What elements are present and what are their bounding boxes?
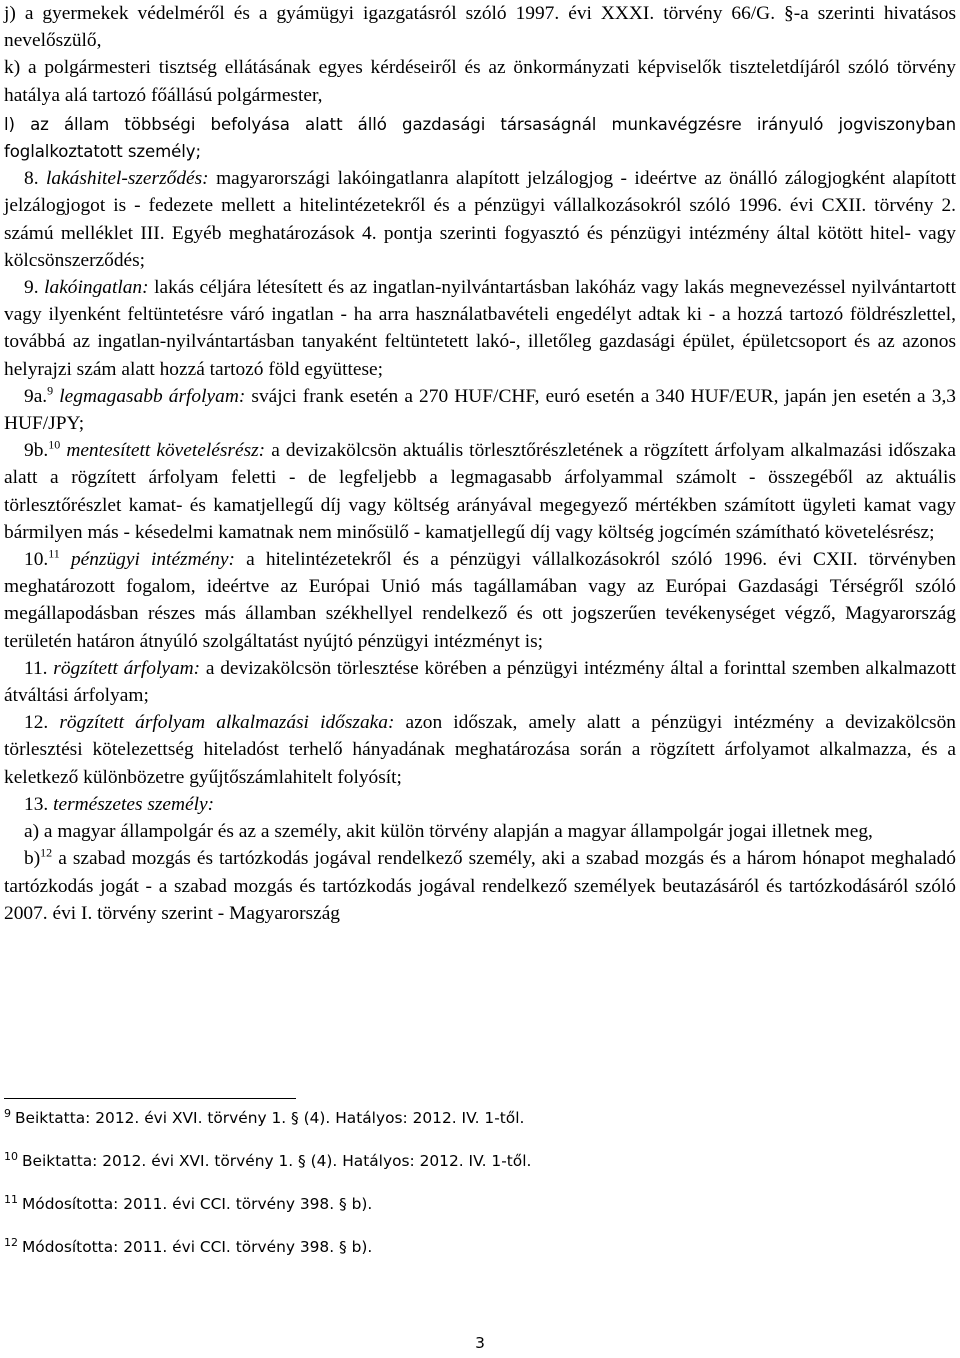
definition-12 (4, 709, 956, 791)
paragraph-k: k) a polgármesteri tisztség ellátásának egyes kérdéseiről és az önkormányzati képviselők tiszteletdíjáról szóló törvény hatálya alá tartozó főállású polgármester, (4, 57, 956, 106)
definition-9a (4, 383, 956, 437)
definition-number: 9. (24, 277, 39, 299)
item-text: a szabad mozgás és tartózkodás jogával rendelkező személy, aki a szabad mozgás és a három hónapot meghaladó tartózkodás jogát - a szabad mozgás és tartózkodás jogával rendelkező személyek beutazásáról és tartózkodásáról szóló 2007. évi I. törvény szerint - Magyarország (4, 848, 956, 924)
footnote-text: Beiktatta: 2012. évi XVI. törvény 1. § (4). Hatályos: 2012. IV. 1-től. (15, 1109, 525, 1127)
footnote-separator (4, 1098, 296, 1099)
footnotes (4, 1108, 904, 1280)
definition-text: a devizakölcsön aktuális törlesztőrészletének a rögzített árfolyam alkalmazási időszaka alatt a rögzített árfolyam feletti - de legfeljebb a legmagasabb árfolyammal számolt - összegéből az aktuális törlesztőrészlet kamat- és kamatjellegű díj vagy költség arányával megegyező mértékben számított ügyleti kamat vagy bármilyen más - késedelmi kamatnak nem minősülő - kamatjellegű díj vagy költség jogcímén számítható követelésrész; (4, 440, 956, 543)
definition-text: lakás céljára létesített és az ingatlan-nyilvántartásban lakóház vagy lakás megnevezéssel nyilvántartott vagy ilyenként feltüntetésre váró ingatlan - ha arra használatbavételi engedélyt adtak ki - a hozzá tartozó földrészlettel, továbbá az ingatlan-nyilvántartásban tanyaként feltüntetett lakó-, illetőleg gazdasági épület, épületcsoport és az azonos helyrajzi szám alatt hozzá tartozó föld együttese; (4, 277, 956, 380)
definition-term: legmagasabb árfolyam: (59, 385, 246, 407)
definition-8 (4, 165, 956, 274)
definition-text: a hitelintézetekről és a pénzügyi vállalkozásokról szóló 1996. évi CXII. törvényben meghatározott fogalom, ideértve az Európai Unió más tagállamában vagy az Európai Gazdasági Térségről szóló megállapodásban részes más államban székhellyel rendelkező és ott jogszerűen tevékenységet végző, Magyarország területén határon átnyúló szolgáltatást nyújtó pénzügyi intézményt is; (4, 549, 956, 652)
definition-term: mentesített követelésrész: (66, 440, 266, 462)
footnote-number: 11 (4, 1192, 18, 1206)
definition-11 (4, 655, 956, 709)
footnote-12 (4, 1237, 904, 1257)
definition-term: pénzügyi intézmény: (70, 549, 235, 571)
definition-13-a: a) a magyar állampolgár és az a személy, akit külön törvény alapján a magyar állampolgár jogai illetnek meg, (24, 821, 873, 843)
footnote-ref[interactable]: 11 (48, 546, 60, 561)
definition-term: lakóingatlan: (44, 277, 149, 299)
footnote-text: Módosította: 2011. évi CCI. törvény 398. § b). (22, 1195, 373, 1213)
definition-10 (4, 546, 956, 655)
definition-term: rögzített árfolyam: (53, 657, 201, 679)
definition-number: 9a. (24, 385, 48, 407)
item-label: b) (24, 848, 41, 870)
footnote-10 (4, 1151, 904, 1171)
definition-number: 8. (24, 168, 39, 190)
definition-text: azon időszak, amely alatt a pénzügyi intézmény a devizakölcsön törlesztési kötelezettség hiteladóst terhelő hányadának meghatározása során a rögzített árfolyamot alkalmazza, és a keletkező különbözetre gyűjtőszámlahitelt folyósít; (4, 712, 956, 788)
footnote-number: 10 (4, 1149, 18, 1163)
definition-text: magyarországi lakóingatlanra alapított jelzálogjog - ideértve az önálló zálogjogként alapított jelzálogjogot is - fedezete mellett a hitelintézetekről és a pénzügyi vállalkozásokról szóló 1996. évi CXII. törvény 2. számú melléklet III. Egyéb meghatározások 4. pontja szerinti fogyasztó és pénzügyi intézmény által kötött hitel- vagy kölcsönszerződés; (4, 168, 956, 271)
footnote-ref[interactable]: 9 (47, 383, 54, 398)
footnote-11 (4, 1194, 904, 1214)
definition-term: természetes személy: (53, 793, 215, 815)
footnote-ref[interactable]: 10 (48, 437, 61, 452)
definition-text: svájci frank esetén a 270 HUF/CHF, euró esetén a 340 HUF/EUR, japán jen esetén a 3,3 HUF/JPY; (4, 385, 956, 435)
page-number: 3 (475, 1334, 485, 1352)
paragraph-j: j) a gyermekek védelméről és a gyámügyi igazgatásról szóló 1997. évi XXXI. törvény 66/G. §-a szerinti hivatásos nevelőszülő, (4, 3, 956, 52)
definition-term: lakáshitel-szerződés: (45, 168, 209, 190)
footnote-number: 9 (4, 1106, 11, 1120)
definition-9 (4, 274, 956, 383)
definition-13-b (4, 845, 956, 927)
definition-text: a devizakölcsön törlesztése körében a pénzügyi intézmény által a forinttal szemben alkalmazott átváltási árfolyam; (4, 657, 956, 707)
paragraph-l: l) az állam többségi befolyása alatt álló gazdasági társaságnál munkavégzésre irányuló jogviszonyban foglalkoztatott személy; (4, 114, 956, 162)
definition-number: 10. (24, 549, 49, 571)
footnote-text: Módosította: 2011. évi CCI. törvény 398. § b). (22, 1238, 373, 1256)
document-body (4, 0, 956, 927)
definition-number: 12. (24, 712, 49, 734)
definition-9b (4, 437, 956, 546)
footnote-number: 12 (4, 1235, 18, 1249)
footnote-text: Beiktatta: 2012. évi XVI. törvény 1. § (4). Hatályos: 2012. IV. 1-től. (22, 1152, 532, 1170)
definition-13 (4, 791, 956, 818)
definition-term: rögzített árfolyam alkalmazási időszaka: (59, 712, 395, 734)
footnote-ref[interactable]: 12 (40, 845, 53, 860)
definition-number: 9b. (24, 440, 49, 462)
definition-number: 11. (24, 657, 48, 679)
definition-number: 13. (24, 793, 49, 815)
footnote-9 (4, 1108, 904, 1128)
